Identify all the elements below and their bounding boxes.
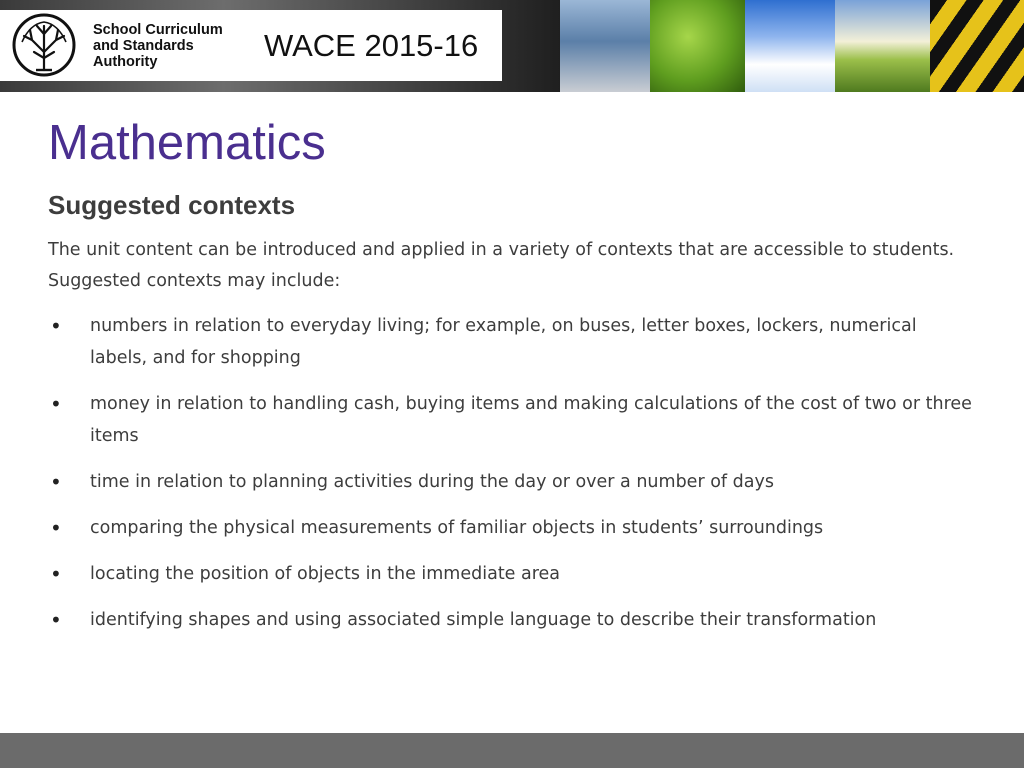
list-item-text: locating the position of objects in the immediate area <box>90 564 561 584</box>
page-title: Mathematics <box>48 116 326 170</box>
footer-bar <box>0 733 1024 768</box>
bullet-icon: • <box>50 392 62 416</box>
logo-panel <box>0 10 502 81</box>
org-name-line: Authority <box>93 54 158 70</box>
banner-photo-field <box>835 0 930 92</box>
list-item <box>48 512 978 544</box>
list-item-text: identifying shapes and using associated simple language to describe their transformation <box>90 610 877 630</box>
bullet-icon: • <box>50 470 62 494</box>
org-name-line: School Curriculum <box>93 22 223 38</box>
list-item-text: time in relation to planning activities during the day or over a number of days <box>90 472 774 492</box>
intro-paragraph <box>48 235 978 297</box>
list-item-text: comparing the physical measurements of familiar objects in students’ surroundings <box>90 518 824 538</box>
intro-line: Suggested contexts may include: <box>48 271 341 291</box>
bullet-icon: • <box>50 314 62 338</box>
bullet-icon: • <box>50 562 62 586</box>
banner-photo-shoes <box>560 0 650 92</box>
section-heading: Suggested contexts <box>48 190 296 220</box>
banner-photo-stripes <box>930 0 1024 92</box>
banner-photo-sky <box>745 0 835 92</box>
list-item <box>48 466 978 498</box>
context-list <box>48 310 978 650</box>
org-name <box>93 22 253 70</box>
list-item-text: money in relation to handling cash, buying items and making calculations of the cost of two or three items <box>90 394 972 446</box>
list-item <box>48 558 978 590</box>
program-title: WACE 2015-16 <box>264 28 479 63</box>
bullet-icon: • <box>50 516 62 540</box>
header-banner <box>0 0 1024 92</box>
tree-logo-icon <box>10 12 78 78</box>
banner-photo-leaf <box>650 0 745 92</box>
org-name-line: and Standards <box>93 38 194 54</box>
list-item-text: numbers in relation to everyday living; for example, on buses, letter boxes, lockers, numerical labels, and for shopping <box>90 316 917 368</box>
bullet-icon: • <box>50 608 62 632</box>
list-item <box>48 388 978 452</box>
intro-line: The unit content can be introduced and applied in a variety of contexts that are accessible to students. <box>48 240 955 260</box>
list-item <box>48 604 978 636</box>
list-item <box>48 310 978 374</box>
